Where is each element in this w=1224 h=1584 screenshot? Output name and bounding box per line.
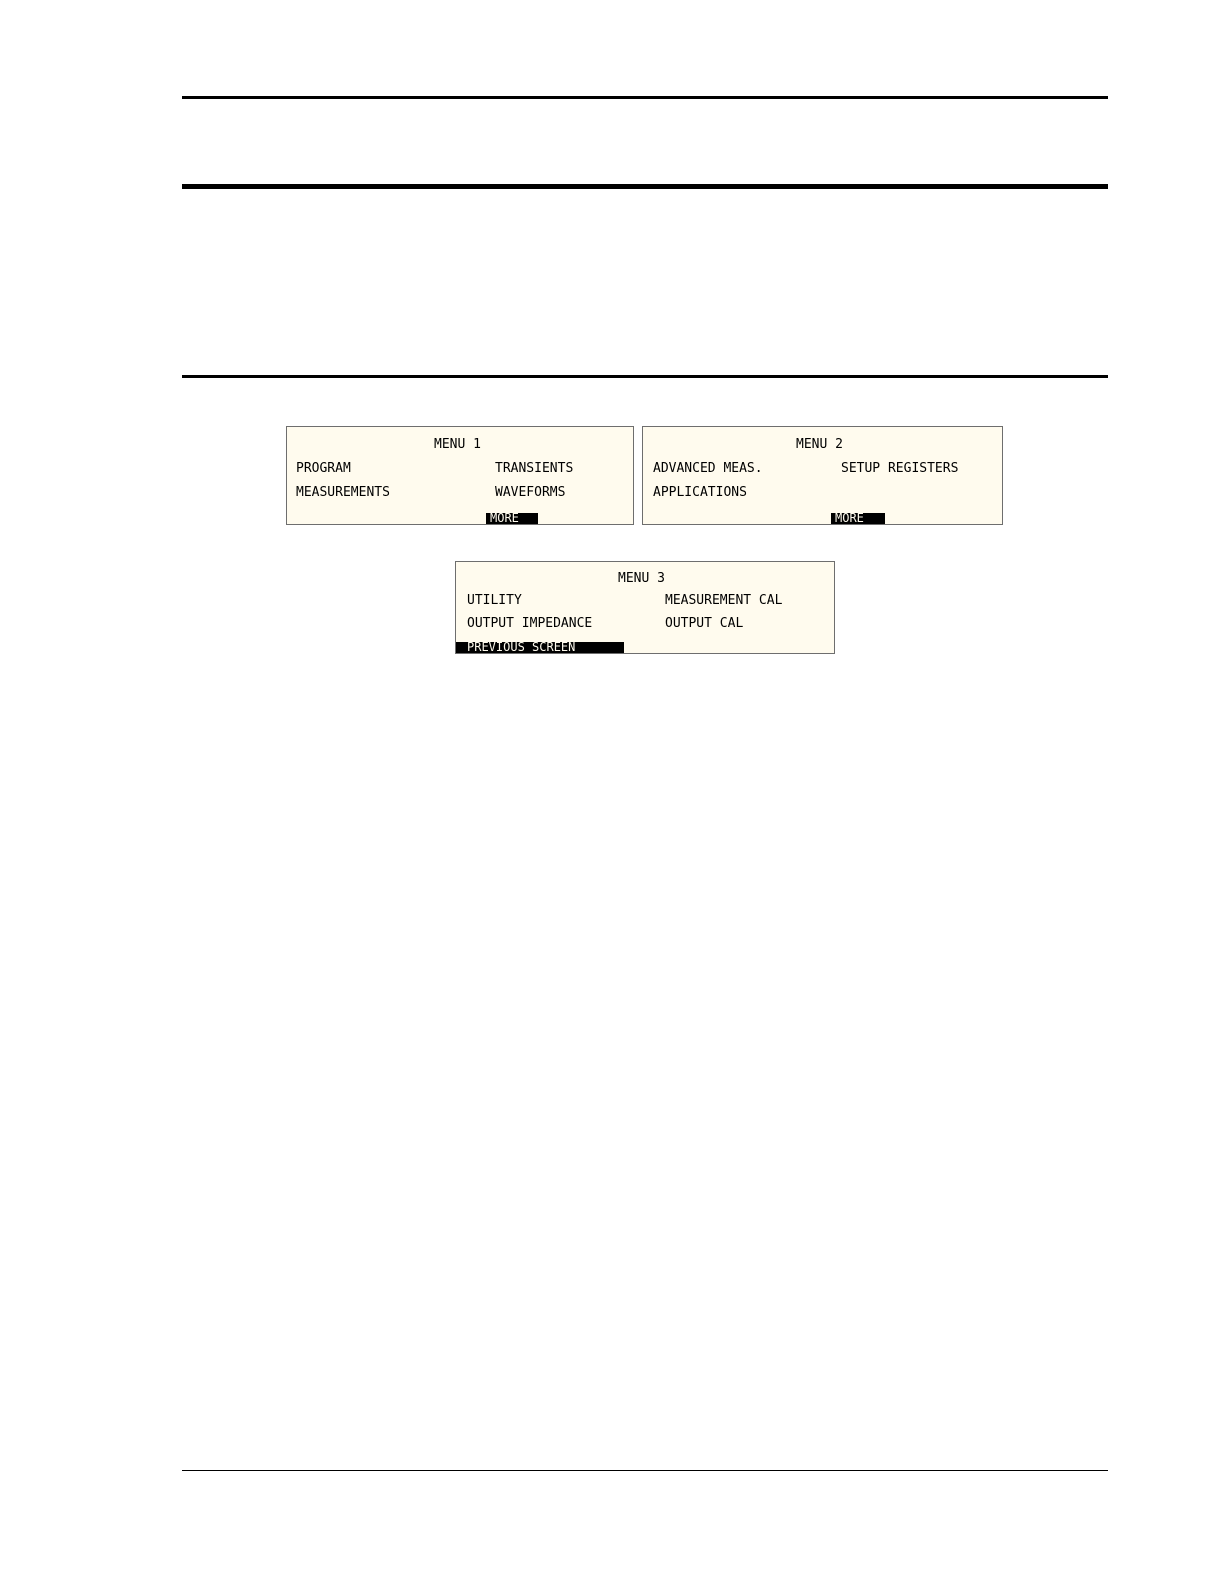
menu-item-output-cal[interactable]: OUTPUT CAL <box>665 616 744 631</box>
menu-3-title: MENU 3 <box>618 571 665 586</box>
previous-screen-button[interactable]: PREVIOUS SCREEN <box>456 642 624 653</box>
menu-item-utility[interactable]: UTILITY <box>467 593 522 608</box>
menu-item-waveforms[interactable]: WAVEFORMS <box>495 485 566 500</box>
footer-rule <box>182 1470 1108 1471</box>
menu-item-transients[interactable]: TRANSIENTS <box>495 461 574 476</box>
menu-2-title: MENU 2 <box>796 437 843 452</box>
more-button[interactable]: MORE <box>486 513 538 524</box>
menu-item-setup-registers[interactable]: SETUP REGISTERS <box>841 461 959 476</box>
menu-3-screen <box>455 561 835 654</box>
top-rule <box>182 96 1108 99</box>
section-rule <box>182 375 1108 378</box>
menu-1-title: MENU 1 <box>434 437 481 452</box>
menu-item-output-impedance[interactable]: OUTPUT IMPEDANCE <box>467 616 593 631</box>
menu-item-advanced-meas[interactable]: ADVANCED MEAS. <box>653 461 763 476</box>
menu-item-applications[interactable]: APPLICATIONS <box>653 485 747 500</box>
menu-1-screen <box>286 426 634 525</box>
section-rule-thick <box>182 184 1108 189</box>
menu-2-screen <box>642 426 1003 525</box>
menu-item-measurement-cal[interactable]: MEASUREMENT CAL <box>665 593 783 608</box>
more-button[interactable]: MORE <box>831 513 885 524</box>
menu-item-program[interactable]: PROGRAM <box>296 461 351 476</box>
menu-item-measurements[interactable]: MEASUREMENTS <box>296 485 390 500</box>
